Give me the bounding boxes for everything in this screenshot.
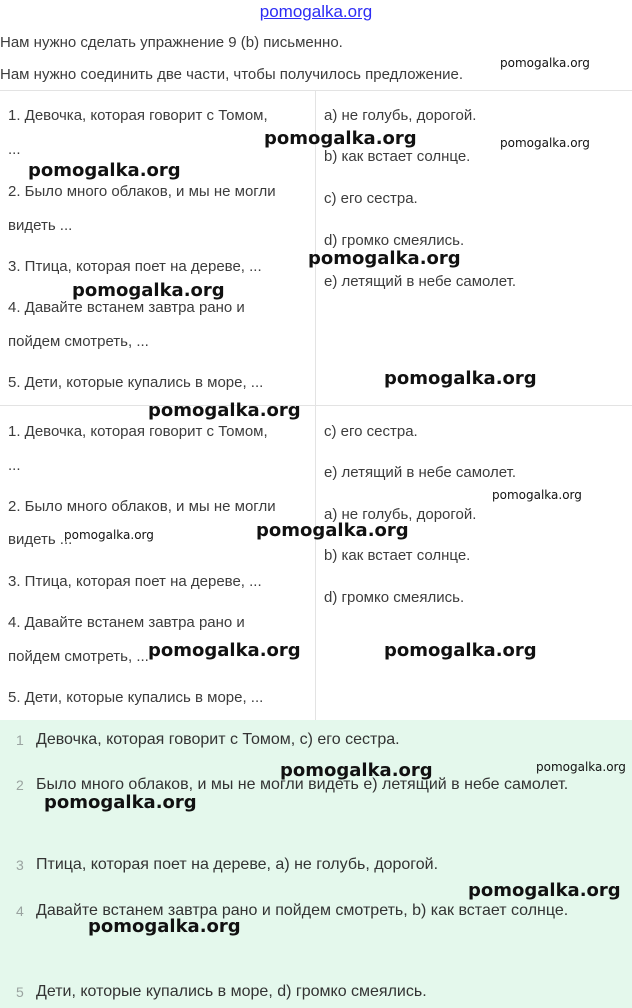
- table2-right-column: [316, 406, 632, 720]
- watermark: pomogalka.org: [500, 56, 590, 70]
- answer-number: 2: [16, 777, 24, 793]
- table2-right-line: b) как встает солнце.: [324, 547, 471, 564]
- watermark: pomogalka.org: [500, 136, 590, 150]
- watermark: pomogalka.org: [384, 640, 537, 661]
- table2-left-column: [0, 406, 316, 720]
- table2-left-line: 3. Птица, которая поет на дереве, ...: [8, 573, 262, 590]
- table2-left-line: 2. Было много облаков, и мы не могли: [8, 498, 276, 515]
- table1-left-line: видеть ...: [8, 217, 73, 234]
- table2-right-line: d) громко смеялись.: [324, 589, 465, 606]
- table1-left-line: пойдем смотреть, ...: [8, 333, 149, 350]
- watermark: pomogalka.org: [308, 248, 461, 269]
- table1-left-line: ...: [8, 141, 21, 158]
- answer-number: 4: [16, 903, 24, 919]
- watermark: pomogalka.org: [28, 160, 181, 181]
- match-table-2: [0, 405, 632, 721]
- table1-left-line: 5. Дети, которые купались в море, ...: [8, 374, 264, 391]
- site-link[interactable]: pomogalka.org: [259, 2, 373, 21]
- watermark: pomogalka.org: [148, 640, 301, 661]
- table2-right-line: a) не голубь, дорогой.: [324, 506, 477, 523]
- table1-right-line: a) не голубь, дорогой.: [324, 107, 477, 124]
- watermark: pomogalka.org: [468, 880, 621, 901]
- answer-text: Давайте встанем завтра рано и пойдем смотреть, b) как встает солнце.: [36, 902, 569, 919]
- watermark: pomogalka.org: [148, 400, 301, 421]
- table2-left-line: 4. Давайте встанем завтра рано и: [8, 614, 245, 631]
- watermark: pomogalka.org: [536, 760, 626, 774]
- watermark: pomogalka.org: [44, 792, 197, 813]
- watermark: pomogalka.org: [264, 128, 417, 149]
- table1-right-line: e) летящий в небе самолет.: [324, 273, 517, 290]
- table2-right-line: c) его сестра.: [324, 423, 418, 440]
- table1-right-line: b) как встает солнце.: [324, 148, 471, 165]
- answer-text: Девочка, которая говорит с Томом, c) его сестра.: [36, 731, 400, 748]
- answer-text: Было много облаков, и мы не могли видеть e) летящий в небе самолет.: [36, 776, 569, 793]
- intro-line-2: Нам нужно соединить две части, чтобы получилось предложение.: [0, 66, 464, 83]
- table2-left-line: пойдем смотреть, ...: [8, 648, 149, 665]
- answer-number: 3: [16, 857, 24, 873]
- intro-line-1: Нам нужно сделать упражнение 9 (b) письменно.: [0, 34, 343, 51]
- watermark: pomogalka.org: [384, 368, 537, 389]
- table1-right-line: c) его сестра.: [324, 190, 418, 207]
- table2-left-line: 1. Девочка, которая говорит с Томом,: [8, 423, 268, 440]
- answer-text: Птица, которая поет на дереве, a) не голубь, дорогой.: [36, 856, 439, 873]
- table1-left-line: 1. Девочка, которая говорит с Томом,: [8, 107, 268, 124]
- table2-left-line: видеть ...: [8, 531, 73, 548]
- watermark: pomogalka.org: [256, 520, 409, 541]
- table1-left-line: 3. Птица, которая поет на дереве, ...: [8, 258, 262, 275]
- answer-number: 5: [16, 984, 24, 1000]
- watermark: pomogalka.org: [64, 528, 154, 542]
- table2-left-line: ...: [8, 457, 21, 474]
- table2-right-line: e) летящий в небе самолет.: [324, 464, 517, 481]
- watermark: pomogalka.org: [492, 488, 582, 502]
- watermark: pomogalka.org: [72, 280, 225, 301]
- table1-right-line: d) громко смеялись.: [324, 232, 465, 249]
- table1-left-line: 4. Давайте встанем завтра рано и: [8, 299, 245, 316]
- watermark: pomogalka.org: [88, 916, 241, 937]
- table1-left-line: 2. Было много облаков, и мы не могли: [8, 183, 276, 200]
- table2-left-line: 5. Дети, которые купались в море, ...: [8, 689, 264, 706]
- watermark: pomogalka.org: [280, 760, 433, 781]
- answer-text: Дети, которые купались в море, d) громко смеялись.: [36, 983, 427, 1000]
- answer-number: 1: [16, 732, 24, 748]
